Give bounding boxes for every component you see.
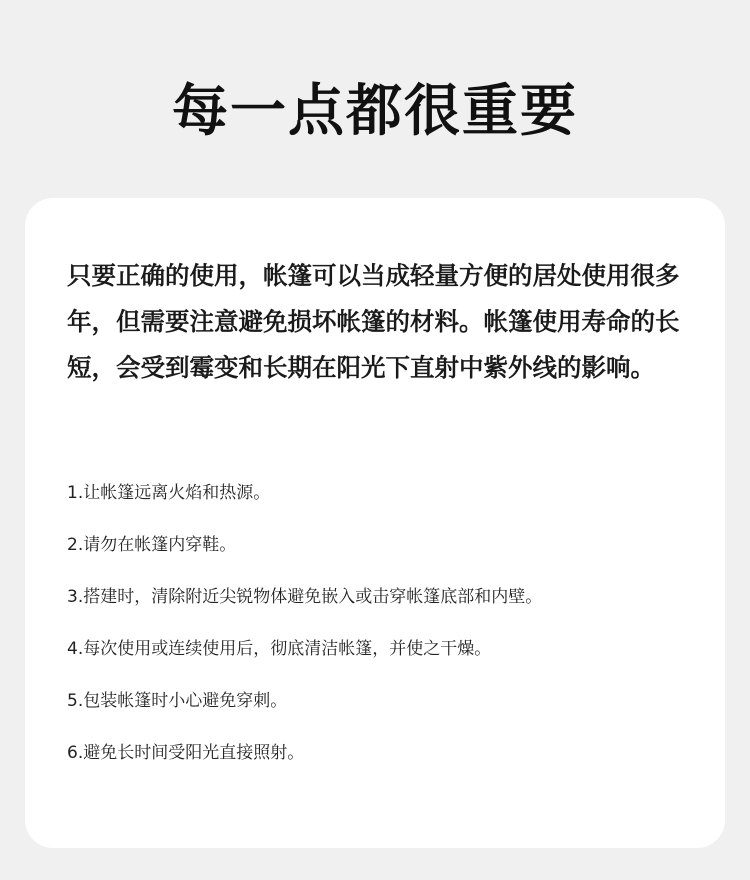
care-tip-6: 6.避免长时间受阳光直接照射。 — [67, 743, 305, 763]
care-tip-2: 2.请勿在帐篷内穿鞋。 — [67, 535, 237, 555]
content-card — [25, 198, 725, 848]
care-tips-list — [67, 481, 697, 793]
care-tip-1: 1.让帐篷远离火焰和热源。 — [67, 483, 271, 503]
care-tip-5: 5.包装帐篷时小心避免穿刺。 — [67, 691, 288, 711]
intro-paragraph: 只要正确的使用，帐篷可以当成轻量方便的居处使用很多年，但需要注意避免损坏帐篷的材料。帐篷使用寿命的长短，会受到霉变和长期在阳光下直射中紫外线的影响。 — [67, 261, 680, 382]
care-tip-3: 3.搭建时，清除附近尖锐物体避免嵌入或击穿帐篷底部和内壁。 — [67, 587, 543, 607]
page-title: 每一点都很重要 — [172, 79, 578, 144]
care-tip-4: 4.每次使用或连续使用后，彻底清洁帐篷，并使之干燥。 — [67, 639, 492, 659]
